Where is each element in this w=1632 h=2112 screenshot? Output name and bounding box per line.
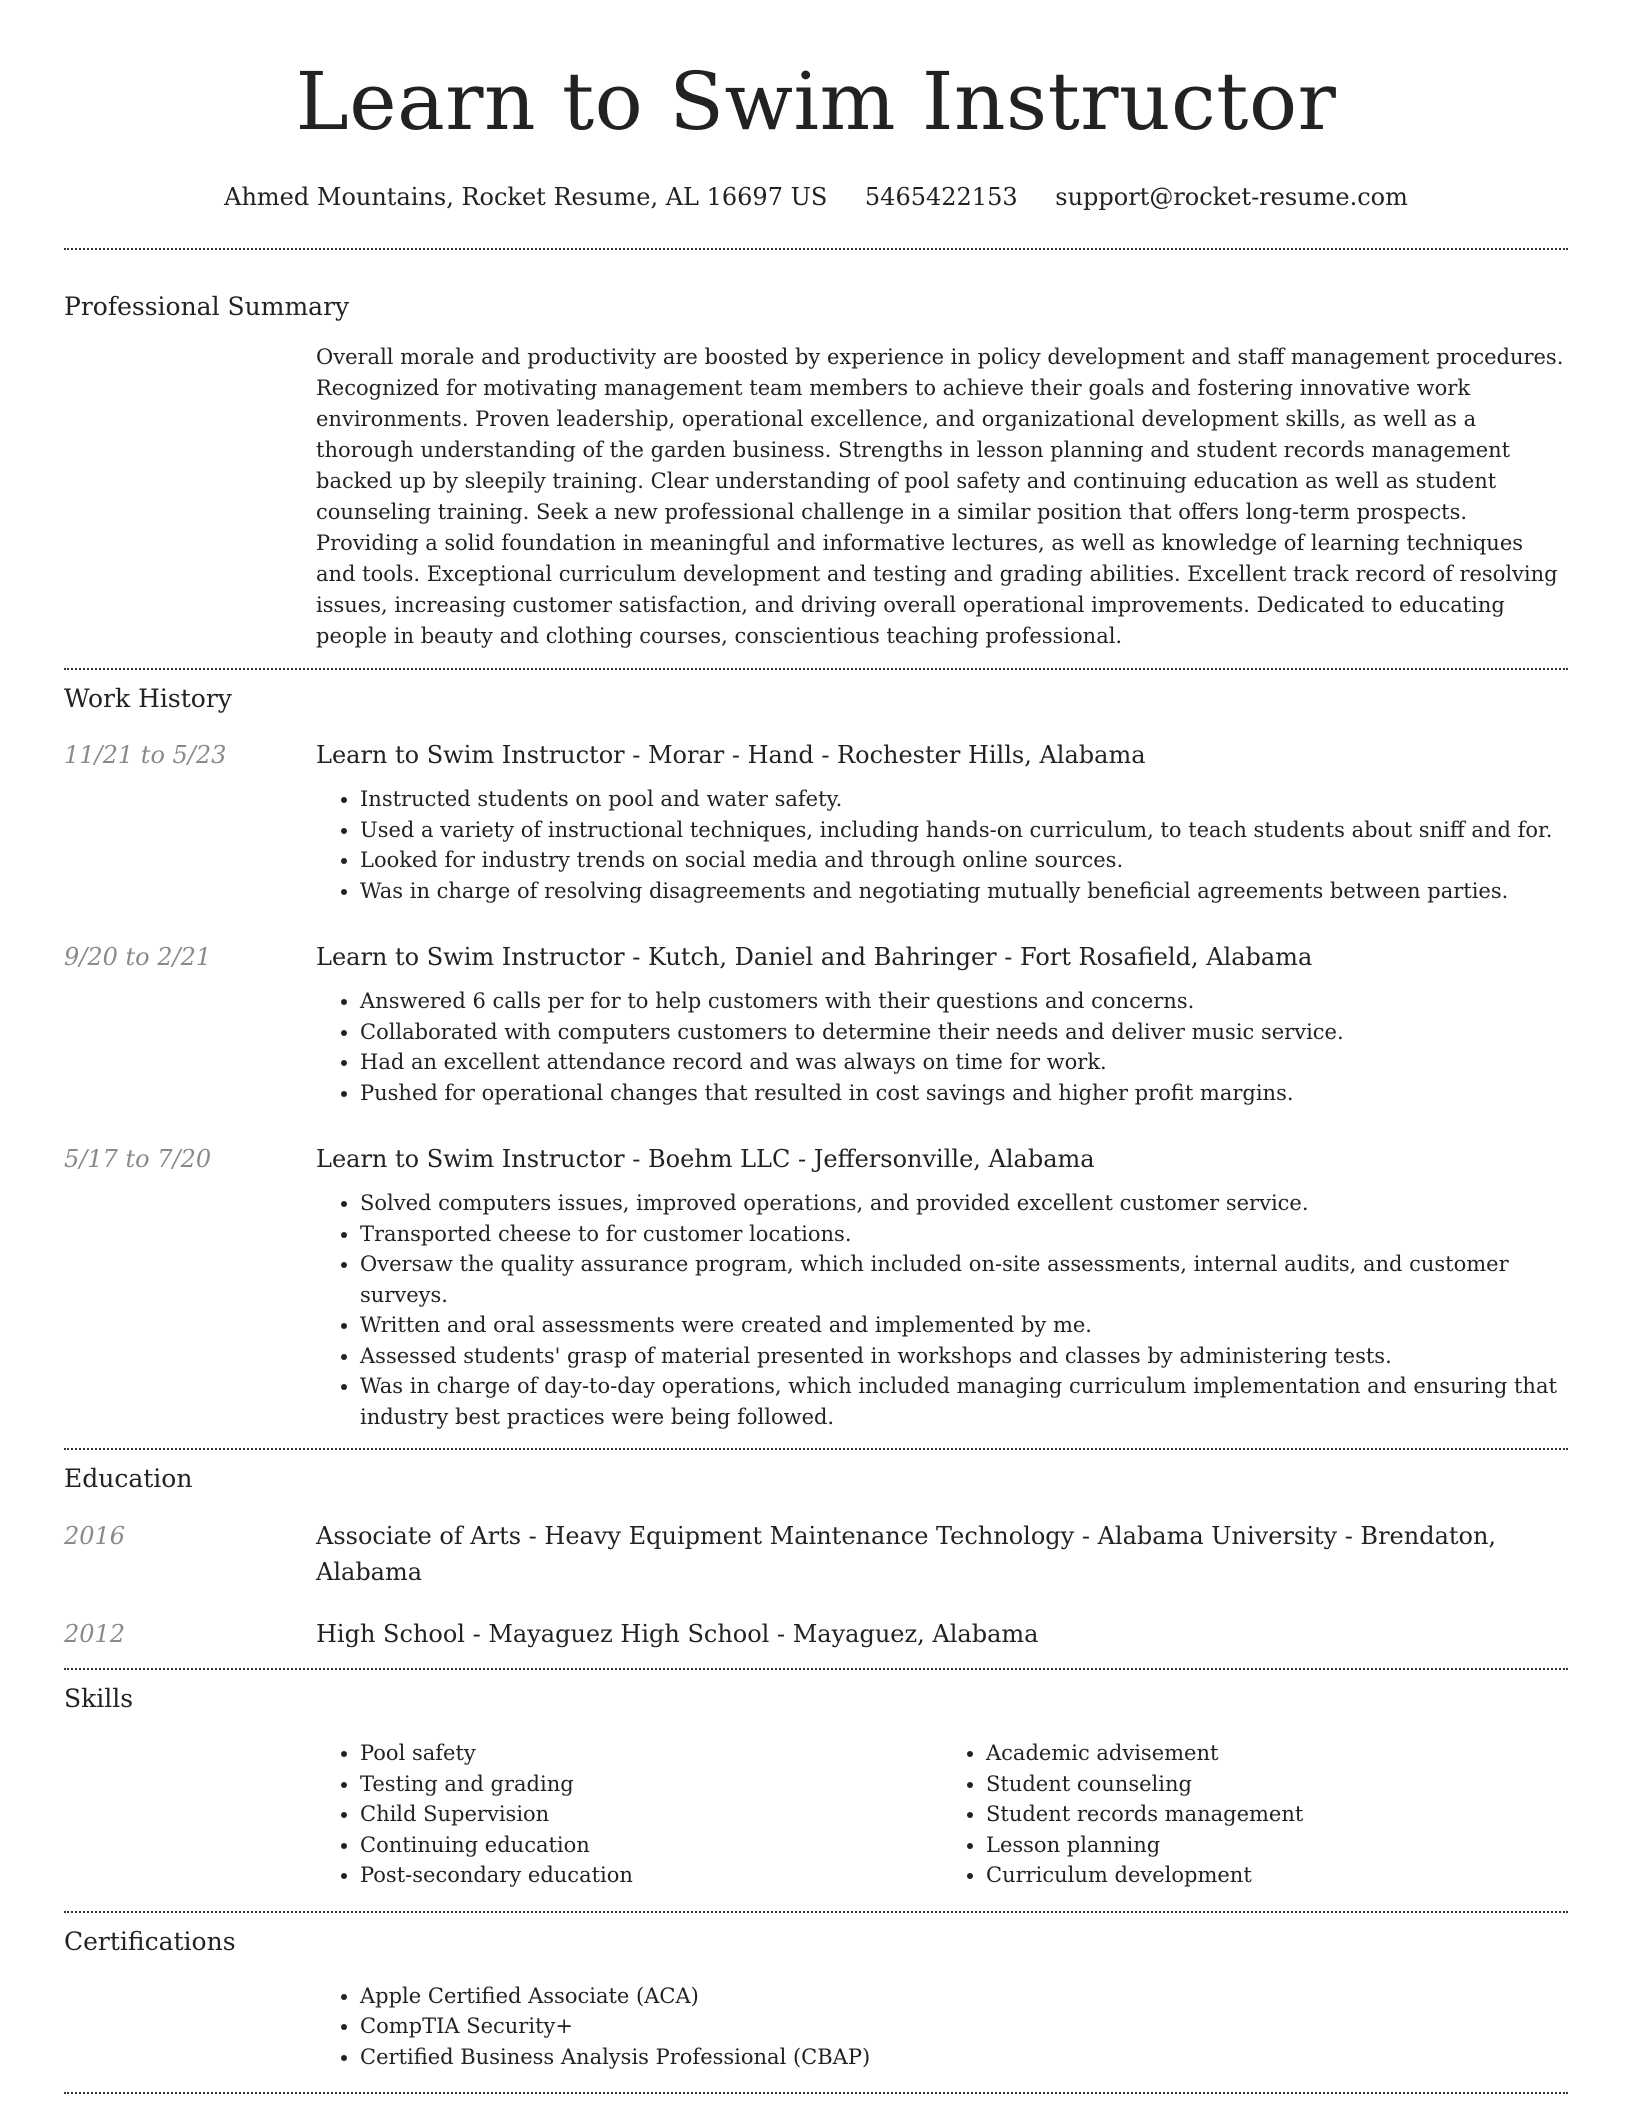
contact-line (64, 180, 1568, 214)
skill-item: • Student counseling (986, 1769, 1568, 1800)
job-bullet: • Used a variety of instructional techniques, including hands-on curriculum, to teach students about sniff and for. (360, 815, 1568, 846)
spacer (64, 1432, 1568, 1448)
skills-list (316, 1738, 1568, 1891)
job-entry (64, 940, 1568, 1108)
education-heading: Education (64, 1464, 193, 1493)
job-body (316, 738, 1568, 906)
skill-item: • Lesson planning (986, 1830, 1568, 1861)
job-bullet: • Transported cheese to for customer locations. (360, 1219, 1568, 1250)
job-bullets (316, 1188, 1568, 1432)
job-bullet: • Looked for industry trends on social media and through online sources. (360, 845, 1568, 876)
job-bullet: • Collaborated with computers customers to determine their needs and deliver music service. (360, 1017, 1568, 1048)
certifications-heading: Certifications (64, 1926, 236, 1956)
skill-item: • Continuing education (360, 1830, 942, 1861)
job-dates: 11/21 to 5/23 (64, 741, 227, 769)
skills-heading: Skills (64, 1684, 134, 1713)
job-bullet: • Was in charge of day-to-day operations, which included managing curriculum implementation and ensuring that industry best practices were being followed. (360, 1371, 1568, 1432)
skills-bullets-left (316, 1738, 942, 1891)
certifications-divider (64, 2092, 1568, 2094)
job-dates: 5/17 to 7/20 (64, 1145, 212, 1173)
job-dates: 9/20 to 2/21 (64, 943, 212, 971)
certification-item: • Apple Certified Associate (ACA) (360, 1981, 1568, 2012)
work-divider (64, 1448, 1568, 1450)
job-bullets (316, 986, 1568, 1108)
education-entry (64, 1616, 1568, 1652)
skills-column-right (942, 1738, 1568, 1891)
skills-column-left (316, 1738, 942, 1891)
job-bullet: • Assessed students' grasp of material presented in workshops and classes by administering tests. (360, 1341, 1568, 1372)
work-history-heading: Work History (64, 684, 232, 713)
job-title: Learn to Swim Instructor - Morar - Hand - Rochester Hills, Alabama (316, 741, 1146, 769)
education-entry (64, 1518, 1568, 1590)
summary-text: Overall morale and productivity are boosted by experience in policy development and staff management procedures. Recognized for motivating management team members to achieve their goals and fostering innovative work environments. Proven leadership, operational excellence, and organizational development skills, as well as a thorough understanding of the garden business. Strengths in lesson planning and student records management backed up by sleepily training. Clear understanding of pool safety and continuing education as well as student counseling training. Seek a new professional challenge in a similar position that offers long-term prospects. Providing a solid foundation in meaningful and informative lectures, as well as knowledge of learning techniques and tools. Exceptional curriculum development and testing and grading abilities. Excellent track record of resolving issues, increasing customer satisfaction, and driving overall operational improvements. Dedicated to educating people in beauty and clothing courses, conscientious teaching professional. (316, 345, 1564, 648)
education-divider (64, 1668, 1568, 1670)
job-bullet: • Written and oral assessments were created and implemented by me. (360, 1310, 1568, 1341)
job-bullet: • Had an excellent attendance record and was always on time for work. (360, 1047, 1568, 1078)
skill-item: • Child Supervision (360, 1799, 942, 1830)
certifications-list (316, 1981, 1568, 2073)
job-bullet: • Was in charge of resolving disagreements and negotiating mutually beneficial agreements between parties. (360, 876, 1568, 907)
job-body (316, 1142, 1568, 1432)
spacer (64, 1652, 1568, 1668)
education-text: High School - Mayaguez High School - Mayaguez, Alabama (316, 1620, 1039, 1648)
job-bullet: • Oversaw the quality assurance program, which included on-site assessments, internal audits, and customer surveys. (360, 1249, 1568, 1310)
job-entry (64, 1142, 1568, 1432)
job-body (316, 940, 1568, 1108)
education-date: 2012 (64, 1620, 126, 1648)
header-divider (64, 248, 1568, 250)
contact-phone: 5465422153 (864, 183, 1018, 211)
skills-bullets-right (942, 1738, 1568, 1891)
job-bullet: • Solved computers issues, improved operations, and provided excellent customer service. (360, 1188, 1568, 1219)
skill-item: • Curriculum development (986, 1860, 1568, 1891)
summary-divider (64, 668, 1568, 670)
skill-item: • Student records management (986, 1799, 1568, 1830)
job-entry (64, 738, 1568, 906)
skill-item: • Testing and grading (360, 1769, 942, 1800)
job-title: Learn to Swim Instructor - Kutch, Daniel and Bahringer - Fort Rosafield, Alabama (316, 943, 1313, 971)
contact-email: support@rocket-resume.com (1055, 183, 1408, 211)
job-bullet: • Answered 6 calls per for to help customers with their questions and concerns. (360, 986, 1568, 1017)
summary-heading: Professional Summary (64, 292, 350, 321)
resume-name: Learn to Swim Instructor (295, 55, 1337, 148)
contact-address: Ahmed Mountains, Rocket Resume, AL 16697 US (224, 183, 828, 211)
skill-item: • Pool safety (360, 1738, 942, 1769)
education-text: Associate of Arts - Heavy Equipment Maintenance Technology - Alabama University - Brendaton, Alabama (316, 1522, 1497, 1586)
job-bullet: • Instructed students on pool and water safety. (360, 784, 1568, 815)
certification-item: • CompTIA Security+ (360, 2011, 1568, 2042)
job-bullet: • Pushed for operational changes that resulted in cost savings and higher profit margins. (360, 1078, 1568, 1109)
certifications-bullets (316, 1981, 1568, 2073)
skill-item: • Academic advisement (986, 1738, 1568, 1769)
skills-divider (64, 1911, 1568, 1913)
education-date: 2016 (64, 1522, 126, 1550)
job-bullets (316, 784, 1568, 906)
certification-item: • Certified Business Analysis Professional (CBAP) (360, 2042, 1568, 2073)
job-title: Learn to Swim Instructor - Boehm LLC - Jeffersonville, Alabama (316, 1145, 1095, 1173)
skill-item: • Post-secondary education (360, 1860, 942, 1891)
